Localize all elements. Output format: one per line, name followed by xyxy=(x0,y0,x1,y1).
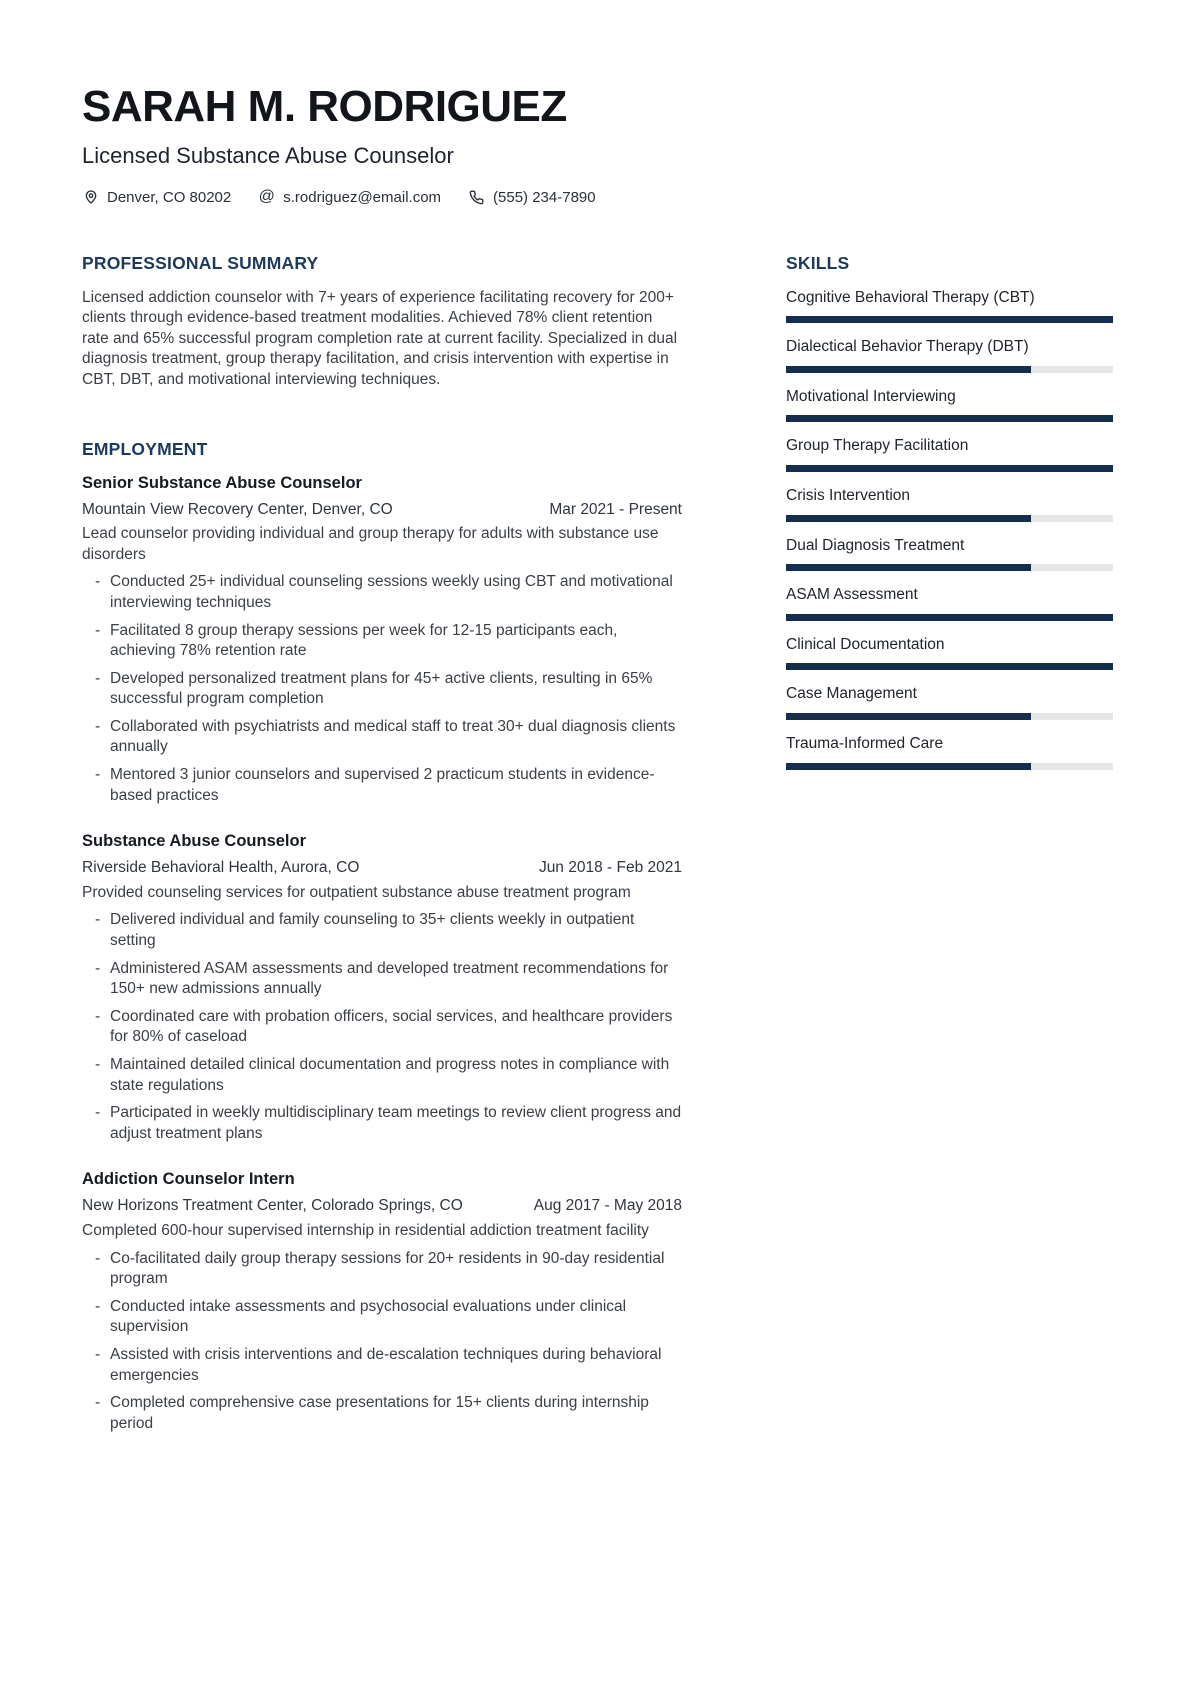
resume-header xyxy=(82,84,1113,206)
content-columns xyxy=(82,253,1113,1435)
skill-item xyxy=(786,536,1113,572)
job-entry-title: Addiction Counselor Intern xyxy=(82,1170,295,1189)
skill-bar-track xyxy=(786,763,1113,770)
skill-bar-fill xyxy=(786,415,1113,422)
skill-bar-track xyxy=(786,614,1113,621)
skill-bar-track xyxy=(786,663,1113,670)
skill-item xyxy=(786,486,1113,522)
job-bullet: - Assisted with crisis interventions and de-escalation techniques during behavioral emergencies xyxy=(82,1345,682,1386)
candidate-job-title: Licensed Substance Abuse Counselor xyxy=(82,143,454,169)
skill-bar-fill xyxy=(786,713,1031,720)
skill-bar-track xyxy=(786,465,1113,472)
employment-section xyxy=(82,439,682,1435)
skill-bar-fill xyxy=(786,564,1031,571)
job-entry xyxy=(82,474,682,807)
job-company: New Horizons Treatment Center, Colorado Springs, CO xyxy=(82,1197,463,1215)
job-summary: Provided counseling services for outpatient substance abuse treatment program xyxy=(82,883,631,901)
skills-heading: SKILLS xyxy=(786,252,850,273)
employment-heading: EMPLOYMENT xyxy=(82,438,208,459)
job-bullet: - Maintained detailed clinical documentation and progress notes in compliance with state regulations xyxy=(82,1055,682,1096)
skills-section xyxy=(786,253,1113,770)
job-entry xyxy=(82,1170,682,1434)
job-bullet-list xyxy=(82,1249,682,1435)
professional-summary-text: Licensed addiction counselor with 7+ years of experience facilitating recovery for 200+ clients through evidence-based treatment modalities. Achieved 78% client retention rate and 65% successful program completion rate at current facility. Specialized in dual diagnosis treatment, group therapy facilitation, and crisis intervention with expertise in CBT, DBT, and motivational interviewing techniques. xyxy=(82,288,678,388)
skill-bar-fill xyxy=(786,614,1113,621)
job-bullet: - Conducted 25+ individual counseling sessions weekly using CBT and motivational interviewing techniques xyxy=(82,572,682,613)
skill-bar-track xyxy=(786,515,1113,522)
job-meta-row xyxy=(82,1196,682,1217)
skill-bar-fill xyxy=(786,316,1113,323)
job-meta-row xyxy=(82,858,682,879)
job-bullet: - Completed comprehensive case presentations for 15+ clients during internship period xyxy=(82,1393,682,1434)
skill-item xyxy=(786,436,1113,472)
skill-bar-fill xyxy=(786,515,1031,522)
job-list xyxy=(82,474,682,1435)
job-bullet: - Coordinated care with probation officers, social services, and healthcare providers for 80% of caseload xyxy=(82,1007,682,1048)
skill-label: Crisis Intervention xyxy=(786,486,911,504)
skill-bar-track xyxy=(786,366,1113,373)
skill-item xyxy=(786,635,1113,671)
contact-phone xyxy=(468,189,596,206)
contact-email xyxy=(258,189,441,206)
email-at-icon: @ xyxy=(258,188,275,206)
skill-label: Dual Diagnosis Treatment xyxy=(786,536,965,554)
job-dates: Mar 2021 - Present xyxy=(549,500,682,518)
skill-item xyxy=(786,585,1113,621)
job-company: Mountain View Recovery Center, Denver, CO xyxy=(82,500,393,518)
job-meta-row xyxy=(82,500,682,521)
right-column xyxy=(786,253,1113,784)
job-bullet: - Collaborated with psychiatrists and medical staff to treat 30+ dual diagnosis clients annually xyxy=(82,717,682,758)
skill-item xyxy=(786,387,1113,423)
candidate-name: SARAH M. RODRIGUEZ xyxy=(82,82,567,131)
skill-item xyxy=(786,337,1113,373)
job-bullet-list xyxy=(82,910,682,1144)
job-entry xyxy=(82,832,682,1144)
skill-item xyxy=(786,684,1113,720)
job-bullet: - Mentored 3 junior counselors and supervised 2 practicum students in evidence-based practices xyxy=(82,765,682,806)
skill-label: Cognitive Behavioral Therapy (CBT) xyxy=(786,288,1035,306)
job-bullet: - Conducted intake assessments and psychosocial evaluations under clinical supervision xyxy=(82,1297,682,1338)
skill-item xyxy=(786,288,1113,324)
job-dates: Aug 2017 - May 2018 xyxy=(533,1197,682,1215)
skill-item xyxy=(786,734,1113,770)
skill-label: Dialectical Behavior Therapy (DBT) xyxy=(786,338,1029,356)
job-bullet-list xyxy=(82,572,682,806)
job-bullet: - Participated in weekly multidisciplinary team meetings to review client progress and adjust treatment plans xyxy=(82,1103,682,1144)
professional-summary-heading: PROFESSIONAL SUMMARY xyxy=(82,252,319,273)
skill-label: Motivational Interviewing xyxy=(786,387,956,405)
location-pin-icon xyxy=(82,189,99,206)
skill-bar-track xyxy=(786,713,1113,720)
skill-label: Trauma-Informed Care xyxy=(786,734,944,752)
job-bullet: - Developed personalized treatment plans for 45+ active clients, resulting in 65% successful program completion xyxy=(82,669,682,710)
skill-label: Group Therapy Facilitation xyxy=(786,437,969,455)
skill-list xyxy=(786,288,1113,770)
skill-bar-track xyxy=(786,564,1113,571)
skill-bar-track xyxy=(786,415,1113,422)
skill-bar-fill xyxy=(786,465,1113,472)
skill-label: Case Management xyxy=(786,685,917,703)
job-dates: Jun 2018 - Feb 2021 xyxy=(538,859,682,877)
job-bullet: - Facilitated 8 group therapy sessions per week for 12-15 participants each, achieving 78% retention rate xyxy=(82,621,682,662)
contact-phone-text: (555) 234-7890 xyxy=(493,188,596,206)
job-summary: Lead counselor providing individual and group therapy for adults with substance use disorders xyxy=(82,525,659,563)
contact-location-text: Denver, CO 80202 xyxy=(107,188,232,206)
skill-bar-fill xyxy=(786,366,1031,373)
job-entry-title: Substance Abuse Counselor xyxy=(82,832,307,851)
professional-summary-section xyxy=(82,253,682,391)
skill-bar-track xyxy=(786,316,1113,323)
contact-email-text: s.rodriguez@email.com xyxy=(283,188,442,206)
phone-icon xyxy=(468,189,485,206)
contact-location xyxy=(82,189,231,206)
contact-row xyxy=(82,189,1113,206)
skill-label: ASAM Assessment xyxy=(786,586,918,604)
job-summary: Completed 600-hour supervised internship in residential addiction treatment facility xyxy=(82,1221,649,1239)
job-company: Riverside Behavioral Health, Aurora, CO xyxy=(82,859,360,877)
job-entry-title: Senior Substance Abuse Counselor xyxy=(82,473,362,492)
job-bullet: - Co-facilitated daily group therapy sessions for 20+ residents in 90-day residential program xyxy=(82,1249,682,1290)
skill-bar-fill xyxy=(786,663,1113,670)
job-bullet: - Delivered individual and family counseling to 35+ clients weekly in outpatient setting xyxy=(82,910,682,951)
left-column xyxy=(82,253,682,1435)
skill-label: Clinical Documentation xyxy=(786,635,945,653)
skill-bar-fill xyxy=(786,763,1031,770)
job-bullet: - Administered ASAM assessments and developed treatment recommendations for 150+ new admissions annually xyxy=(82,959,682,1000)
